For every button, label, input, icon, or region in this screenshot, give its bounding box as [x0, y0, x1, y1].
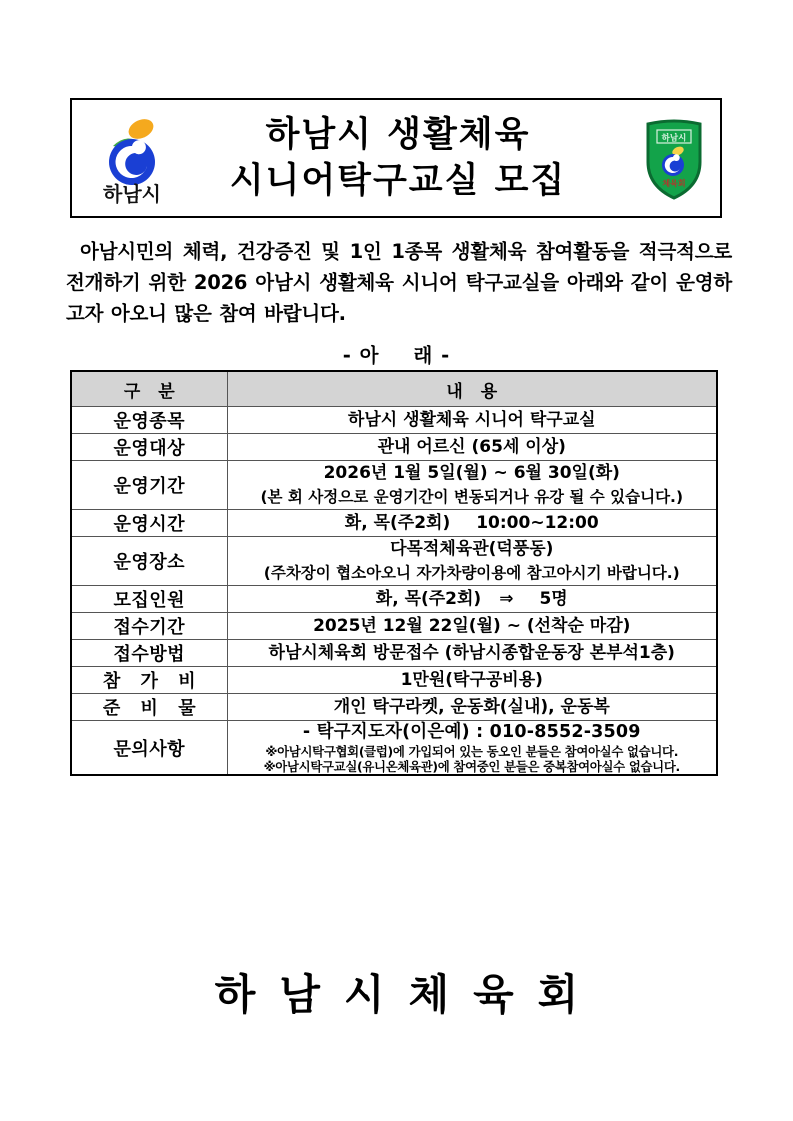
row-label-items: 준 비 물	[71, 694, 227, 721]
row-value-target: 관내 어르신 (65세 이상)	[227, 434, 717, 461]
place-note: (주차장이 협소아오니 자가차량이용에 참고아시기 바랍니다.)	[263, 564, 680, 582]
time-days: 화, 목(주2회)	[344, 513, 451, 533]
table-row	[71, 434, 717, 461]
row-value-time	[227, 510, 717, 537]
time-hours: 10:00~12:00	[476, 513, 599, 533]
row-label-place: 운영장소	[71, 537, 227, 586]
capacity-arrow-icon: ⇒	[499, 589, 514, 609]
inquiry-contact: - 탁구지도자(이은예) : 010-8552-3509	[302, 722, 641, 742]
row-label-time: 운영시간	[71, 510, 227, 537]
header-category: 구 분	[71, 371, 227, 407]
table-row	[71, 667, 717, 694]
row-value-program: 하남시 생활체육 시니어 탁구교실	[227, 407, 717, 434]
table-row	[71, 510, 717, 537]
title-banner	[70, 98, 722, 218]
row-value-period	[227, 461, 717, 510]
row-value-apply-period: 2025년 12월 22일(월) ~ (선착순 마감)	[227, 613, 717, 640]
footer-organization: 하남시체육회	[214, 970, 603, 1019]
arae-right: 래 -	[413, 344, 451, 367]
capacity-days: 화, 목(주2회)	[375, 589, 482, 609]
row-value-place	[227, 537, 717, 586]
table-row	[71, 613, 717, 640]
row-label-program: 운영종목	[71, 407, 227, 434]
arae-left: - 아	[342, 344, 380, 367]
row-label-target: 운영대상	[71, 434, 227, 461]
period-note: (본 회 사정으로 운영기간이 변동되거나 유강 될 수 있습니다.)	[260, 488, 684, 506]
row-value-fee: 1만원(탁구공비용)	[227, 667, 717, 694]
period-main: 2026년 1월 5일(월) ~ 6월 30일(화)	[323, 463, 620, 483]
svg-text:체육회: 체육회	[662, 179, 686, 188]
table-header-row	[71, 371, 717, 407]
row-label-apply-method: 접수방법	[71, 640, 227, 667]
table-row	[71, 407, 717, 434]
poster-title	[172, 100, 624, 216]
row-label-capacity: 모집인원	[71, 586, 227, 613]
row-label-period: 운영기간	[71, 461, 227, 510]
table-row	[71, 586, 717, 613]
row-label-inquiry: 문의사항	[71, 721, 227, 776]
inquiry-note-1: ※아남시탁구협회(클럽)에 가입되어 있는 동오인 분들은 참여아실수 없습니다.	[265, 744, 679, 759]
row-value-items: 개인 탁구라켓, 운동화(실내), 운동복	[227, 694, 717, 721]
hanam-city-logo	[86, 112, 182, 206]
intro-text: 아남시민의 체력, 건강증진 및 1인 1종목 생활체육 참여활동을 적극적으로 전개하기 위한 2026 아남시 생활체육 시니어 탁구교실을 아래와 같이 운영하고자 아오니 많은 참여 바랍니다.	[66, 240, 732, 325]
table-row	[71, 640, 717, 667]
table-row	[71, 694, 717, 721]
header-content: 내 용	[227, 371, 717, 407]
row-label-fee: 참 가 비	[71, 667, 227, 694]
svg-text:하남시: 하남시	[661, 133, 687, 144]
title-line-2: 시니어탁구교실 모집	[229, 161, 567, 201]
inquiry-note-2: ※아남시탁구교실(유니온체육관)에 참여중인 분들은 중복참여아실수 없습니다.	[263, 759, 680, 774]
place-main: 다목적체육관(덕풍동)	[390, 539, 554, 559]
row-value-inquiry	[227, 721, 717, 776]
table-row	[71, 461, 717, 510]
svg-text:하남시: 하남시	[103, 182, 161, 206]
title-line-1: 하남시 생활체육	[265, 115, 531, 155]
intro-paragraph	[66, 236, 732, 329]
row-value-apply-method: 하남시체육회 방문접수 (하남시종합운동장 본부석1층)	[227, 640, 717, 667]
capacity-count: 5명	[539, 589, 568, 609]
sports-council-shield-icon	[642, 116, 706, 202]
table-row	[71, 537, 717, 586]
row-value-capacity	[227, 586, 717, 613]
row-label-apply-period: 접수기간	[71, 613, 227, 640]
table-row	[71, 721, 717, 776]
program-info-table	[70, 370, 718, 776]
arae-divider	[0, 340, 793, 368]
